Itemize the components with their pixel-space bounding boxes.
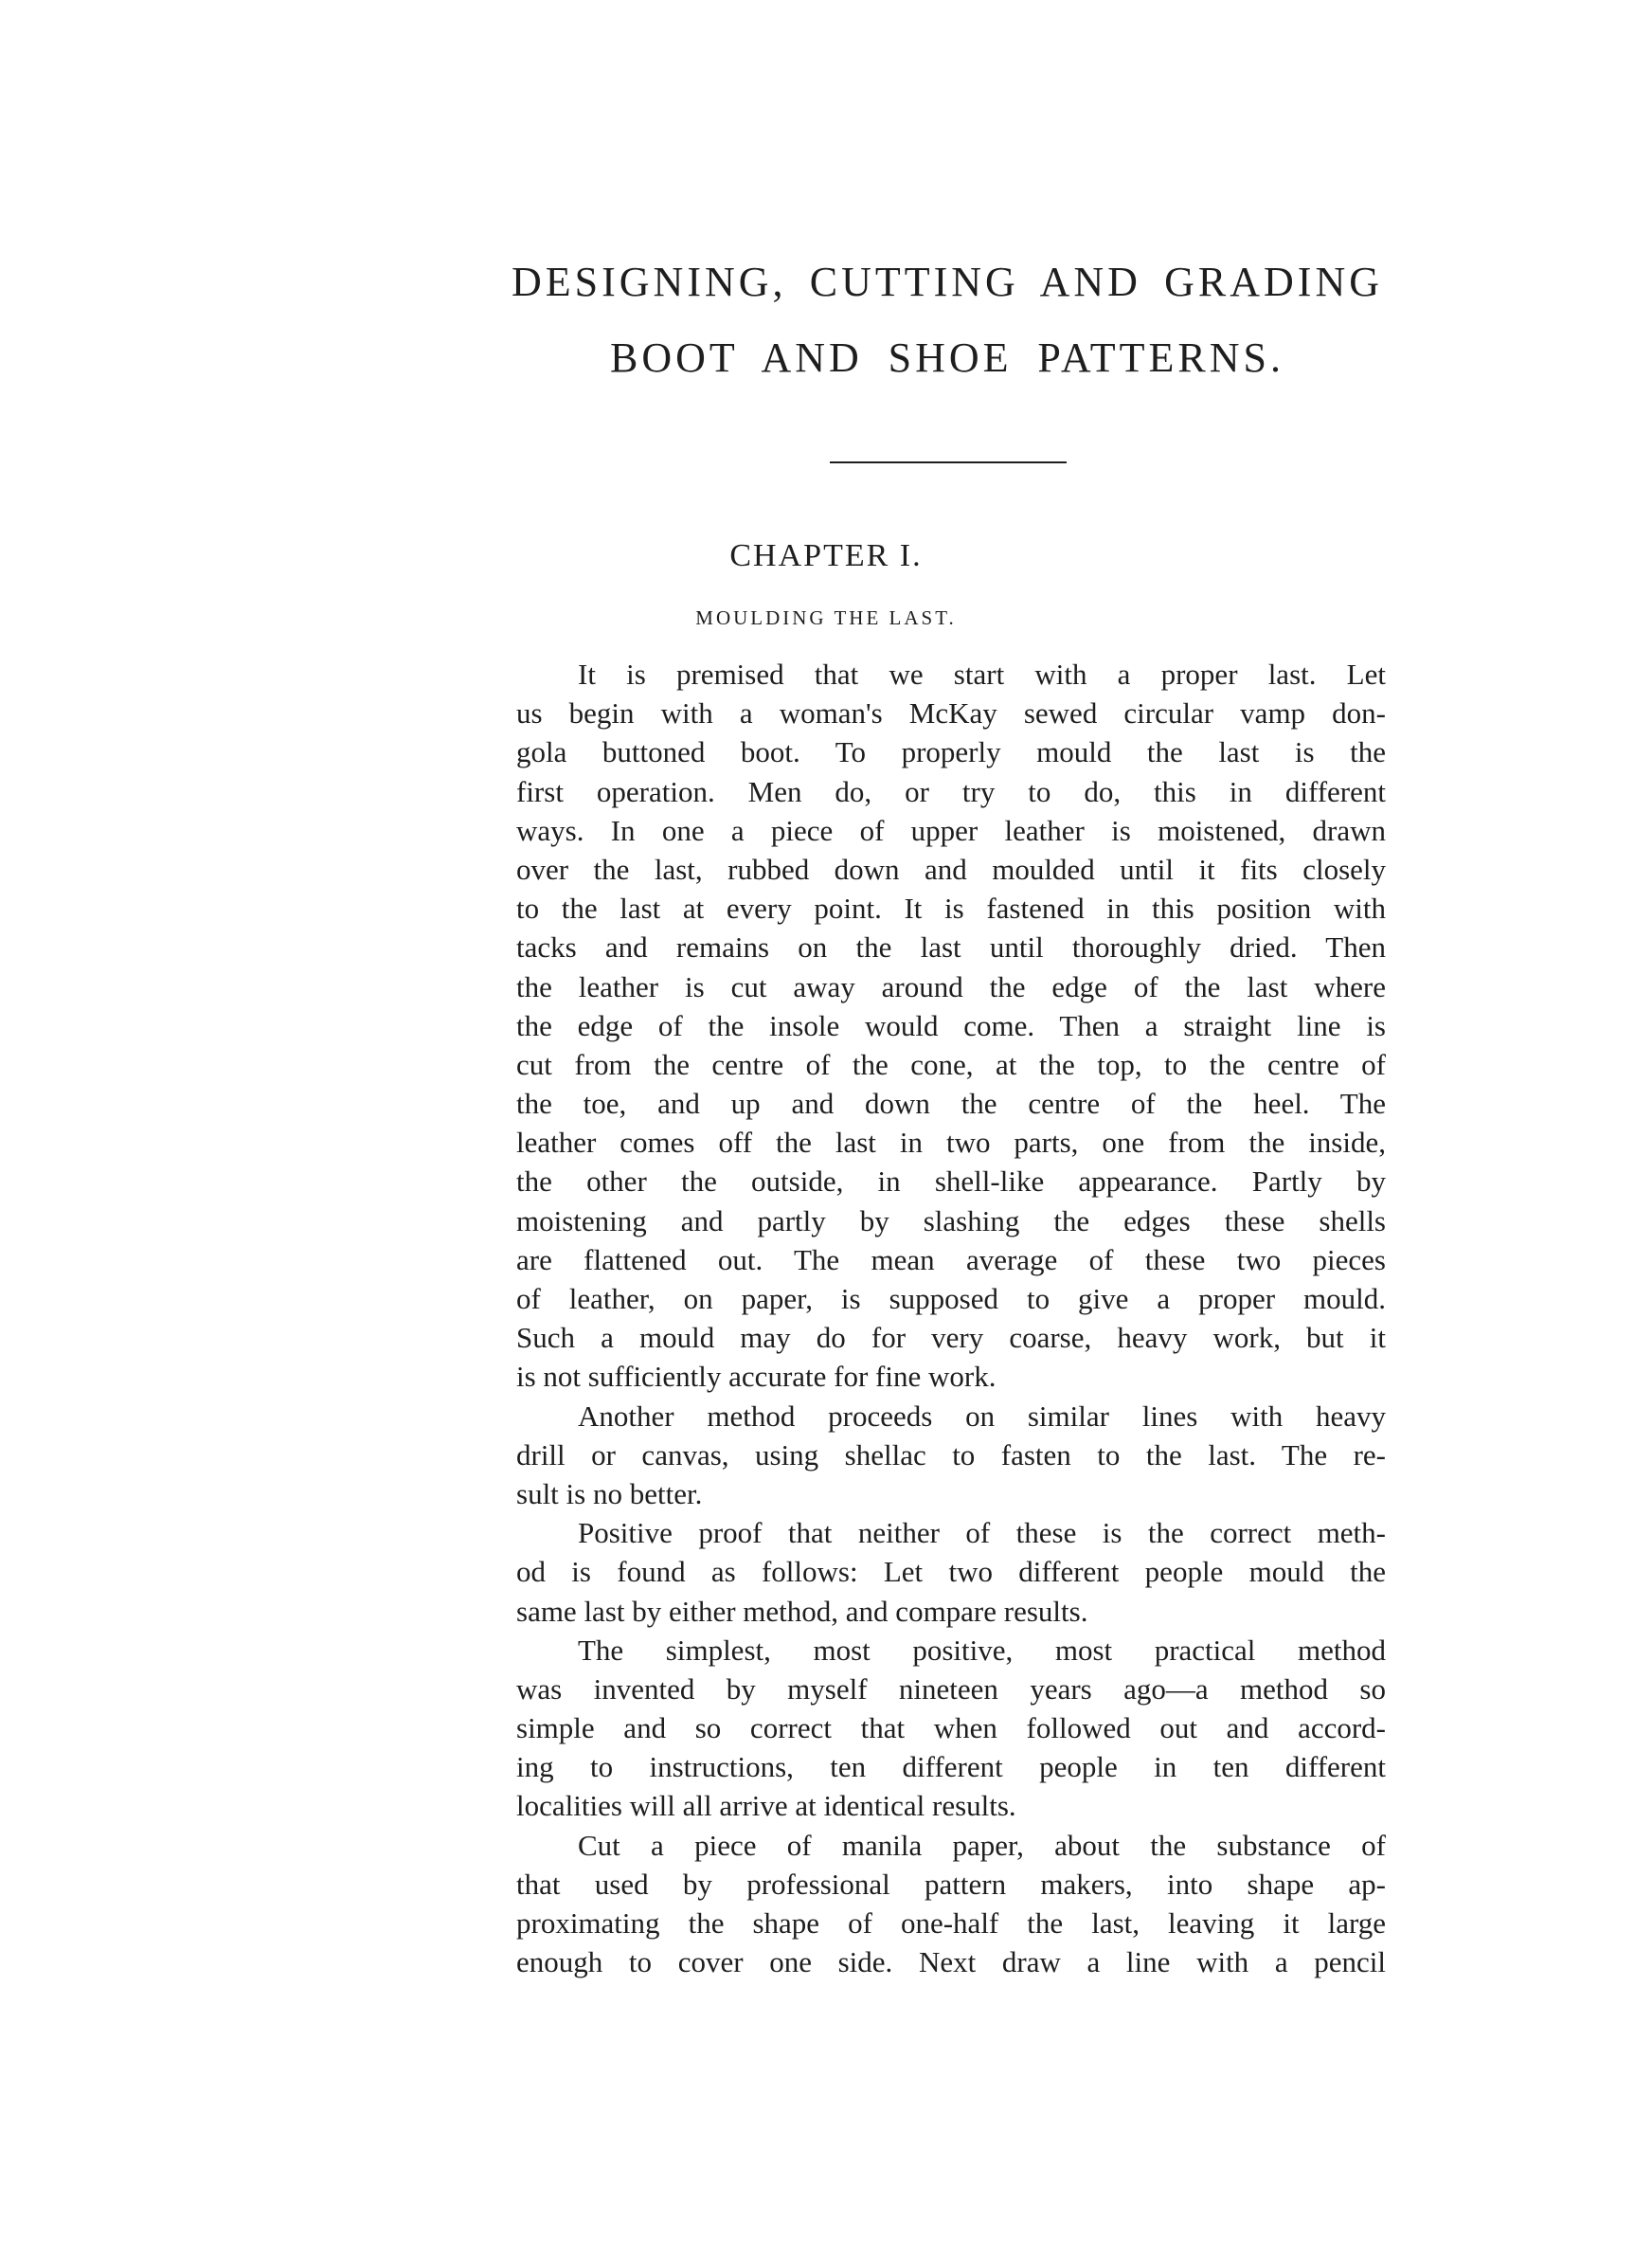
text-line: cut from the centre of the cone, at the top, to the centre of [516,1047,1386,1081]
text-line: It is premised that we start with a proper last. Let [578,658,1386,691]
text-line: od is found as follows: Let two different people mould the [516,1555,1386,1589]
title-divider-rule [830,461,1067,463]
text-line: localities will all arrive at identical results. [516,1789,1016,1823]
text-line: first operation. Men do, or try to do, this in different [516,774,1386,808]
body-text [516,655,1386,1981]
text-line: the other the outside, in shell-like appearance. Partly by [516,1165,1386,1199]
chapter-number: CHAPTER I. [729,538,923,573]
text-line: Another method proceeds on similar lines with heavy [578,1399,1386,1433]
text-line: proximating the shape of one-half the last, leaving it large [516,1906,1386,1940]
text-line: the toe, and up and down the centre of the heel. The [516,1087,1386,1121]
text-line: of leather, on paper, is supposed to give a proper mould. [516,1282,1386,1315]
paragraph [516,1826,1386,1982]
text-line: tacks and remains on the last until thoroughly dried. Then [516,930,1386,965]
paragraph [516,1631,1386,1826]
text-line: the edge of the insole would come. Then a straight line is [516,1008,1386,1042]
text-line: that used by professional pattern makers, into shape ap- [516,1867,1386,1901]
text-line: The simplest, most positive, most practical method [578,1633,1386,1667]
text-line: is not sufficiently accurate for fine work. [516,1360,997,1394]
text-line: sult is no better. [516,1476,703,1510]
text-line: simple and so correct that when followed out and accord- [516,1711,1386,1745]
text-line: over the last, rubbed down and moulded until it fits closely [516,852,1386,886]
text-line: leather comes off the last in two parts, one from the inside, [516,1126,1386,1160]
text-line: are flattened out. The mean average of these two pieces [516,1242,1386,1276]
text-line: Positive proof that neither of these is the correct meth- [578,1516,1386,1550]
text-line: gola buttoned boot. To properly mould the last is the [516,735,1386,769]
text-line: was invented by myself nineteen years ago—a method so [516,1671,1386,1706]
text-line: ing to instructions, ten different people in ten different [516,1750,1386,1784]
text-line: Cut a piece of manila paper, about the substance of [578,1828,1386,1862]
text-line: to the last at every point. It is fastened in this position with [516,892,1386,926]
paragraph [516,1513,1386,1631]
book-title-line-2: BOOT AND SHOE PATTERNS. [610,334,1284,381]
text-line: drill or canvas, using shellac to fasten to the last. The re- [516,1437,1386,1472]
book-title-line-1: DESIGNING, CUTTING AND GRADING [512,259,1383,305]
text-line: same last by either method, and compare results. [516,1594,1088,1628]
paragraph [516,655,1386,1397]
chapter-title: MOULDING THE LAST. [695,606,957,629]
text-line: moistening and partly by slashing the edges these shells [516,1203,1386,1237]
text-line: enough to cover one side. Next draw a line with a pencil [516,1945,1386,1979]
text-line: the leather is cut away around the edge of the last where [516,969,1386,1003]
text-line: us begin with a woman's McKay sewed circular vamp don- [516,696,1386,731]
paragraph [516,1397,1386,1514]
text-line: Such a mould may do for very coarse, heavy work, but it [516,1321,1386,1355]
text-line: ways. In one a piece of upper leather is moistened, drawn [516,813,1386,847]
